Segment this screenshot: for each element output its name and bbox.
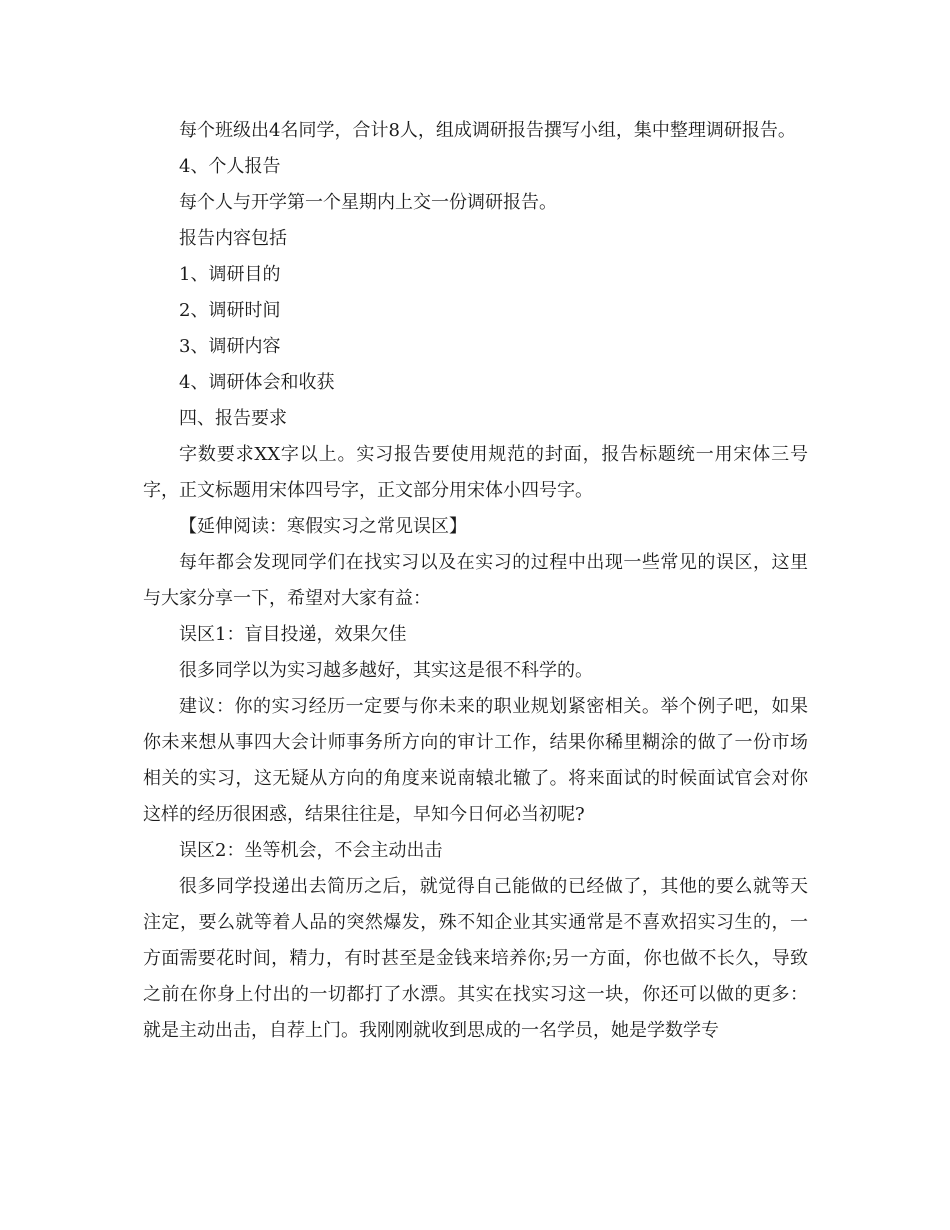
- document-body: [143, 113, 808, 1049]
- heading-personal-report: 4、个人报告: [179, 156, 281, 177]
- paragraph-report-contents: 报告内容包括: [179, 228, 287, 249]
- heading-mistake-2: 误区2：坐等机会，不会主动出击: [179, 840, 443, 861]
- paragraph-common-mistakes: 每年都会发现同学们在找实习以及在实习的过程中出现一些常见的误区，这里与大家分享一下，希望对大家有益：: [143, 552, 808, 609]
- list-item-purpose: 1、调研目的: [179, 264, 281, 285]
- heading-mistake-1: 误区1：盲目投递，效果欠佳: [179, 624, 407, 645]
- list-item-content: 3、调研内容: [179, 336, 281, 357]
- paragraph-suggestion: 建议：你的实习经历一定要与你未来的职业规划紧密相关。举个例子吧，如果你未来想从事四大会计师事务所方向的审计工作，结果你稀里糊涂的做了一份市场相关的实习，这无疑从方向的角度来说南辕北辙了。将来面试的时候面试官会对你这样的经历很困惑，结果往往是，早知今日何必当初呢?: [143, 696, 808, 825]
- paragraph-more-internships: 很多同学以为实习越多越好，其实这是很不科学的。: [179, 660, 593, 681]
- heading-extended-reading: 【延伸阅读：寒假实习之常见误区】: [179, 516, 467, 537]
- paragraph-word-count: 字数要求XX字以上。实习报告要使用规范的封面，报告标题统一用宋体三号字，正文标题用宋体四号字，正文部分用宋体小四号字。: [143, 444, 808, 501]
- list-item-experience: 4、调研体会和收获: [179, 372, 335, 393]
- paragraph-submit-report: 每个人与开学第一个星期内上交一份调研报告。: [179, 192, 557, 213]
- paragraph-group-report: 每个班级出4名同学，合计8人，组成调研报告撰写小组，集中整理调研报告。: [179, 120, 796, 141]
- paragraph-proactive: 很多同学投递出去简历之后，就觉得自己能做的已经做了，其他的要么就等天注定，要么就等着人品的突然爆发，殊不知企业其实通常是不喜欢招实习生的，一方面需要花时间，精力，有时甚至是金钱来培养你;另一方面，你也做不长久，导致之前在你身上付出的一切都打了水漂。其实在找实习这一块，你还可以做的更多：就是主动出击，自荐上门。我刚刚就收到思成的一名学员，她是学数学专: [143, 876, 808, 1041]
- heading-report-requirements: 四、报告要求: [179, 408, 287, 429]
- list-item-time: 2、调研时间: [179, 300, 281, 321]
